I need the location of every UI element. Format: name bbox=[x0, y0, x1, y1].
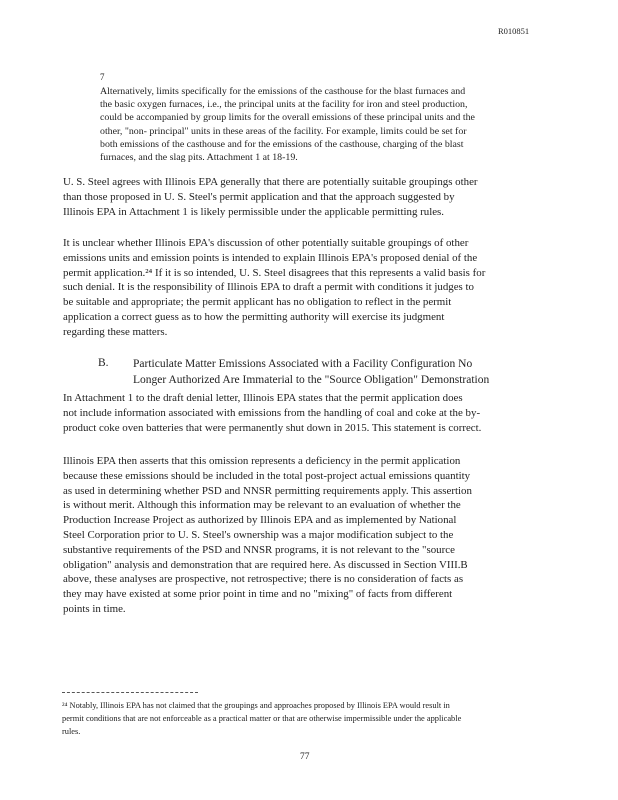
block-quote: Alternatively, limits specifically for the emissions of the casthouse for the blast furnaces and the basic oxygen furnaces, i.e., the principal units at the facility for iron and steel production, could be accompanied by group limits for the overall emissions of these principal units and the other, "non- principal" units in these areas of the facility. For example, limits could be set for both emissions of the casthouse and for the emissions of the casthouse, charging of the blast furnaces, and the slag pits. Attachment 1 at 18-19. bbox=[100, 86, 475, 164]
footnote-marker: 7 bbox=[100, 72, 105, 82]
section-heading-number: B. bbox=[98, 357, 109, 369]
page-number: 77 bbox=[300, 752, 310, 762]
footnote-24: ²⁴ Notably, Illinois EPA has not claimed that the groupings and approaches proposed by Illinois EPA would result in permit conditions that are not enforceable as a practical matter or that are otherwise impermissible under the applicable rules. bbox=[62, 701, 462, 736]
paragraph-groupings-agreement: U. S. Steel agrees with Illinois EPA generally that there are potentially suitable groupings other than those proposed in U. S. Steel's permit application and that the approach suggested by Illinois EPA in Attachment 1 is likely permissible under the applicable permitting rules. bbox=[63, 176, 478, 218]
paragraph-assertion-rebuttal: Illinois EPA then asserts that this omission represents a deficiency in the permit application because these emissions should be included in the total post-project actual emissions quantity as used in determining whether PSD and NNSR permitting requirements apply. This assertion is without merit. Although this information may be relevant to an evaluation of whether the Production Increase Project as authorized by Illinois EPA and as implemented by National Steel Corporation prior to U. S. Steel's ownership was a major modification subject to the substantive requirements of the PSD and NNSR programs, it is not relevant to the "source obligation" analysis and demonstration that are required here. As discussed in Section VIII.B above, these analyses are prospective, not retrospective; there is no consideration of facts as they may have existed at some prior point in time and no "mixing" of facts from different points in time. bbox=[63, 455, 472, 615]
document-id: R010851 bbox=[498, 26, 530, 36]
paragraph-attachment-statement: In Attachment 1 to the draft denial letter, Illinois EPA states that the permit application does not include information associated with emissions from the handling of coal and coke at the by- product coke oven batteries that were permanently shut down in 2015. This statement is correct. bbox=[63, 392, 482, 434]
section-heading-title: Particulate Matter Emissions Associated with a Facility Configuration No Longer Authorized Are Immaterial to the "Source Obligation" Demonstration bbox=[133, 358, 490, 386]
footnote-separator bbox=[62, 692, 198, 693]
paragraph-denial-basis: It is unclear whether Illinois EPA's discussion of other potentially suitable groupings of other emissions units and emission points is intended to explain Illinois EPA's proposed denial of the permit application.²⁴ If it is so intended, U. S. Steel disagrees that this represents a valid basis for such denial. It is the responsibility of Illinois EPA to draft a permit with conditions it judges to be suitable and appropriate; the permit applicant has no obligation to reflect in the permit application a correct guess as to how the permitting authority will exercise its judgment regarding these matters. bbox=[63, 237, 486, 338]
